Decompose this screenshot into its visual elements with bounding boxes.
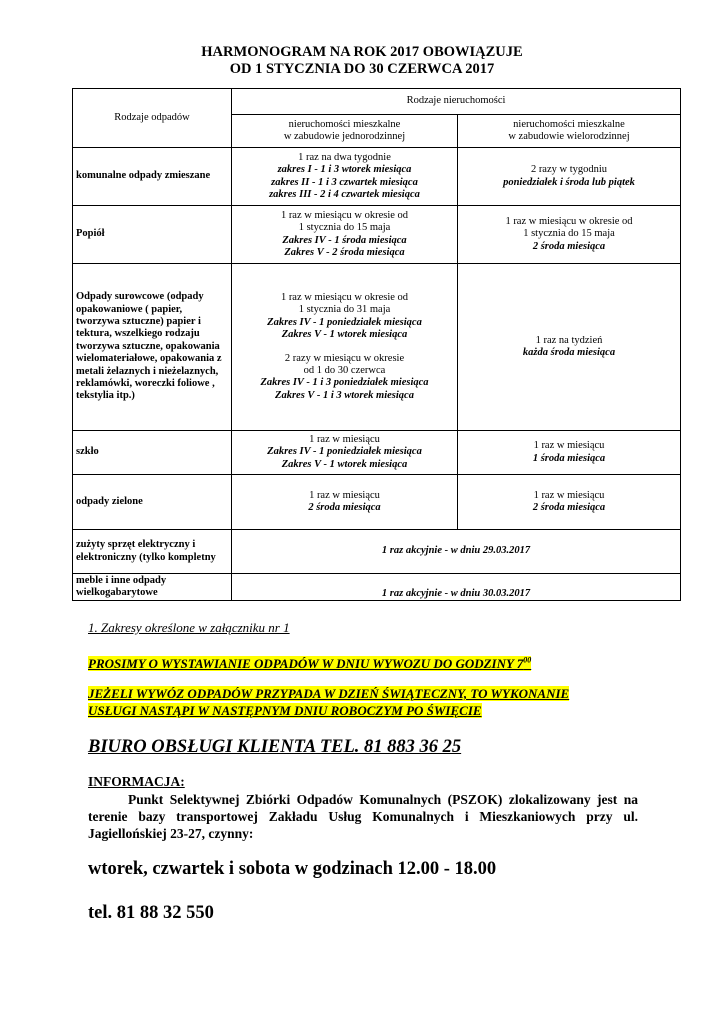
waste-type-cell: zużyty sprzęt elektryczny i elektroniczny (tylko kompletny [73, 530, 232, 574]
waste-type-cell: komunalne odpady zmieszane [73, 148, 232, 206]
single-family-schedule: 1 raz w miesiącu w okresie od 1 stycznia do 15 maja Zakres IV - 1 środa miesiąca Zakres V - 2 środa miesiąca [232, 206, 458, 264]
header-single-family: nieruchomości mieszkalne w zabudowie jednorodzinnej [232, 115, 458, 148]
footnote: 1. Zakresy określone w załączniku nr 1 [88, 620, 290, 635]
waste-type-cell: Popiół [73, 206, 232, 264]
waste-type-cell: szkło [73, 431, 232, 475]
opening-hours: wtorek, czwartek i sobota w godzinach 12.00 - 18.00 [88, 859, 497, 879]
table-row [73, 148, 681, 206]
notice-collection-time: PROSIMY O WYSTAWIANIE ODPADÓW W DNIU WYWOZU DO GODZINY $7^{00}$ [88, 656, 532, 672]
single-family-schedule: 1 raz w miesiącu 2 środa miesiąca [232, 475, 458, 530]
waste-type-cell: meble i inne odpady wielkogabarytowe [73, 574, 232, 601]
header-waste-types: Rodzaje odpadów [73, 89, 232, 148]
header-multi-family: nieruchomości mieszkalne w zabudowie wielorodzinnej [458, 115, 681, 148]
multi-family-schedule: 1 raz w miesiącu 2 środa miesiąca [458, 475, 681, 530]
notice-holiday: JEŻELI WYWÓZ ODPADÓW PRZYPADA W DZIEŃ ŚWIĄTECZNY, TO WYKONANIE USŁUGI NASTĄPI W NASTĘPNYM DNIU ROBOCZYM PO ŚWIĘCIE [88, 686, 570, 718]
table-row [73, 475, 681, 530]
pszok-phone: tel. 81 88 32 550 [88, 903, 214, 923]
table-row [73, 206, 681, 264]
info-text: Punkt Selektywnej Zbiórki Odpadów Komunalnych (PSZOK) zlokalizowany jest na terenie bazy transportowej Zakładu Usług Komunalnych i Mieszkaniowych przy ul. Jagiellońskiej 23-27, czynny: [88, 792, 638, 841]
table-row [73, 431, 681, 475]
table-row [73, 530, 681, 574]
customer-office-phone: BIURO OBSŁUGI KLIENTA TEL. 81 883 36 25 [88, 737, 462, 757]
multi-family-schedule: 1 raz w miesiącu 1 środa miesiąca [458, 431, 681, 475]
collection-date-cell: 1 raz akcyjnie - w dniu 30.03.2017 [232, 574, 681, 601]
single-family-schedule: 1 raz w miesiącu Zakres IV - 1 poniedziałek miesiąca Zakres V - 1 wtorek miesiąca [232, 431, 458, 475]
waste-type-cell: odpady zielone [73, 475, 232, 530]
table-row [73, 574, 681, 601]
multi-family-schedule: 1 raz w miesiącu w okresie od 1 stycznia do 15 maja 2 środa miesiąca [458, 206, 681, 264]
multi-family-schedule: 1 raz na tydzień każda środa miesiąca [458, 264, 681, 431]
page-title-line-2: OD 1 STYCZNIA DO 30 CZERWCA 2017 [229, 61, 495, 77]
info-heading: INFORMACJA: [88, 774, 185, 789]
collection-date-cell: 1 raz akcyjnie - w dniu 29.03.2017 [232, 530, 681, 574]
single-family-schedule: 1 raz na dwa tygodnie zakres I - 1 i 3 wtorek miesiąca zakres II - 1 i 3 czwartek miesiąca zakres III - 2 i 4 czwartek miesiąca [232, 148, 458, 206]
table-row [73, 264, 681, 431]
single-family-schedule: 1 raz w miesiącu w okresie od 1 stycznia do 31 maja Zakres IV - 1 poniedziałek miesiąca Zakres V - 1 wtorek miesiąca 2 razy w miesiącu w okresie od 1 do 30 czerwca Zakres IV - 1 i 3 poniedziałek miesiąca Zakres V - 1 i 3 wtorek miesiąca [232, 264, 458, 431]
page-title-line-1: HARMONOGRAM NA ROK 2017 OBOWIĄZUJE [201, 44, 523, 60]
schedule-table [72, 88, 681, 601]
header-property-types: Rodzaje nieruchomości [232, 89, 681, 115]
waste-type-cell: Odpady surowcowe (odpady opakowaniowe ( papier, tworzywa sztuczne) papier i tektura, wszelkiego rodzaju tworzywa sztuczne, opakowania wielomateriałowe, opakowania z metali żelaznych i nieżelaznych, reklamówki, woreczki foliowe , tekstylia itp.) [73, 264, 232, 431]
multi-family-schedule: 2 razy w tygodniu poniedziałek i środa lub piątek [458, 148, 681, 206]
